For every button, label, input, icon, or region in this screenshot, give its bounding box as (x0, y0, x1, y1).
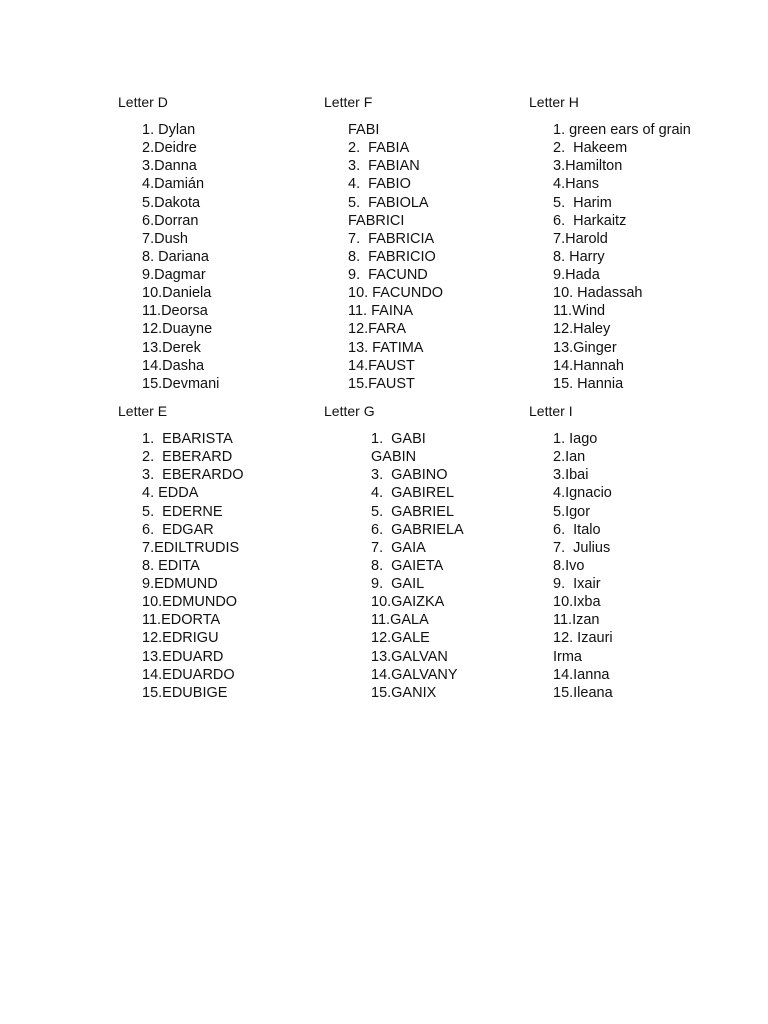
list-item: 14.FAUST (348, 357, 415, 374)
list-item: 12.Duayne (142, 321, 213, 338)
list-item: 15.FAUST (348, 375, 415, 392)
section-title: Letter D (118, 94, 168, 110)
list-item: 9.Hada (553, 267, 600, 283)
list-item: 14.GALVANY (371, 666, 458, 683)
list-item: 4. EDDA (142, 485, 199, 502)
list-item: 6. Harkaitz (553, 212, 627, 229)
name-list (553, 430, 613, 702)
list-item: 14.Ianna (553, 666, 610, 683)
list-item: 4. FABIO (348, 176, 411, 193)
list-item: 1. green ears of grain (553, 122, 691, 138)
list-item: 2. Hakeem (553, 140, 628, 157)
list-item: 3. EBERARDO (142, 467, 244, 484)
list-item: 10.Daniela (142, 285, 212, 302)
list-item: 6. Italo (553, 521, 601, 538)
section-title: Letter E (118, 403, 168, 419)
list-item: 11.EDORTA (142, 612, 221, 629)
list-item: 15.Ileana (553, 684, 613, 701)
list-item: 11. FAINA (348, 303, 414, 320)
section-title: Letter H (529, 94, 579, 110)
list-item: 8. Harry (553, 248, 605, 265)
list-item: 5.Dakota (142, 194, 201, 211)
name-list (142, 430, 244, 702)
section-title: Letter F (324, 94, 373, 110)
list-item: 11.Wind (553, 303, 606, 320)
list-item: 7. FABRICIA (348, 230, 435, 247)
list-item: 3.Ibai (553, 467, 589, 484)
list-item: 15.GANIX (371, 684, 437, 701)
name-list (142, 121, 219, 393)
list-item: 3. GABINO (371, 467, 448, 484)
list-item: 12. Izauri (553, 630, 613, 647)
list-item: 10.Ixba (553, 594, 601, 611)
list-item: 12.FARA (348, 321, 407, 338)
list-item: 5. GABRIEL (371, 503, 455, 520)
list-item: 12.EDRIGU (142, 630, 219, 647)
list-item: 1. GABI (371, 431, 426, 447)
list-item: 11.GALA (371, 612, 429, 629)
list-item: 14.Dasha (142, 357, 205, 374)
list-item: 3. FABIAN (348, 158, 420, 175)
name-list (371, 430, 464, 702)
list-item: 13.Ginger (553, 339, 617, 356)
list-item: GABIN (371, 449, 417, 466)
list-item: 15.Devmani (142, 375, 220, 392)
list-item: 9. Ixair (553, 576, 601, 592)
list-item: 6.Dorran (142, 212, 199, 229)
list-item: 13.Derek (142, 339, 201, 356)
list-item: 6. GABRIELA (371, 521, 464, 538)
list-item: 2.Deidre (142, 140, 197, 157)
list-item: 4.Hans (553, 176, 599, 193)
list-item: 10. Hadassah (553, 285, 643, 302)
list-item: 5. FABIOLA (348, 194, 429, 211)
list-item: 9. FACUND (348, 267, 428, 283)
list-item: 5. EDERNE (142, 503, 223, 520)
list-item: 6. EDGAR (142, 521, 214, 538)
list-item: 15. Hannia (553, 375, 624, 392)
list-item: 11.Deorsa (142, 303, 208, 320)
list-item: 1. Dylan (142, 122, 196, 138)
list-item: 9.Dagmar (142, 267, 206, 283)
list-item: 8. Dariana (142, 248, 209, 265)
list-item: 7.Dush (142, 230, 188, 247)
list-item: 5. Harim (553, 194, 612, 211)
list-item: 1. EBARISTA (142, 431, 233, 447)
list-item: 5.Igor (553, 503, 591, 520)
list-item: 10. FACUNDO (348, 285, 444, 302)
list-item: 7. Julius (553, 539, 611, 556)
list-item: 2. FABIA (348, 140, 410, 157)
list-item: 4.Damián (142, 176, 205, 193)
list-item: 14.EDUARDO (142, 666, 235, 683)
list-item: 4. GABIREL (371, 485, 455, 502)
list-item: 11.Izan (553, 612, 600, 629)
name-list (348, 121, 443, 393)
list-item: 2. EBERARD (142, 449, 233, 466)
list-item: 3.Hamilton (553, 158, 623, 175)
list-item: 2.Ian (553, 449, 586, 466)
list-item: 13.EDUARD (142, 648, 224, 665)
list-item: 12.Haley (553, 321, 611, 338)
list-item: 10.EDMUNDO (142, 594, 238, 611)
list-item: 14.Hannah (553, 357, 624, 374)
list-item: 13.GALVAN (371, 648, 448, 665)
list-item: FABI (348, 122, 380, 138)
list-item: 8.Ivo (553, 557, 585, 574)
list-item: 9.EDMUND (142, 576, 218, 592)
list-item: FABRICI (348, 212, 405, 229)
list-item: 7.Harold (553, 230, 608, 247)
list-item: 1. Iago (553, 431, 598, 447)
list-item: 8. FABRICIO (348, 248, 436, 265)
section-title: Letter I (529, 403, 573, 419)
name-list (553, 121, 691, 393)
section-title: Letter G (324, 403, 375, 419)
list-item: 8. GAIETA (371, 557, 444, 574)
list-item: 4.Ignacio (553, 485, 612, 502)
list-item: Irma (553, 648, 582, 665)
list-item: 8. EDITA (142, 557, 200, 574)
list-item: 7.EDILTRUDIS (142, 539, 240, 556)
list-item: 3.Danna (142, 158, 197, 175)
list-item: 15.EDUBIGE (142, 684, 228, 701)
list-item: 10.GAIZKA (371, 594, 445, 611)
list-item: 9. GAIL (371, 576, 425, 592)
list-item: 7. GAIA (371, 539, 426, 556)
list-item: 12.GALE (371, 630, 430, 647)
list-item: 13. FATIMA (348, 339, 424, 356)
